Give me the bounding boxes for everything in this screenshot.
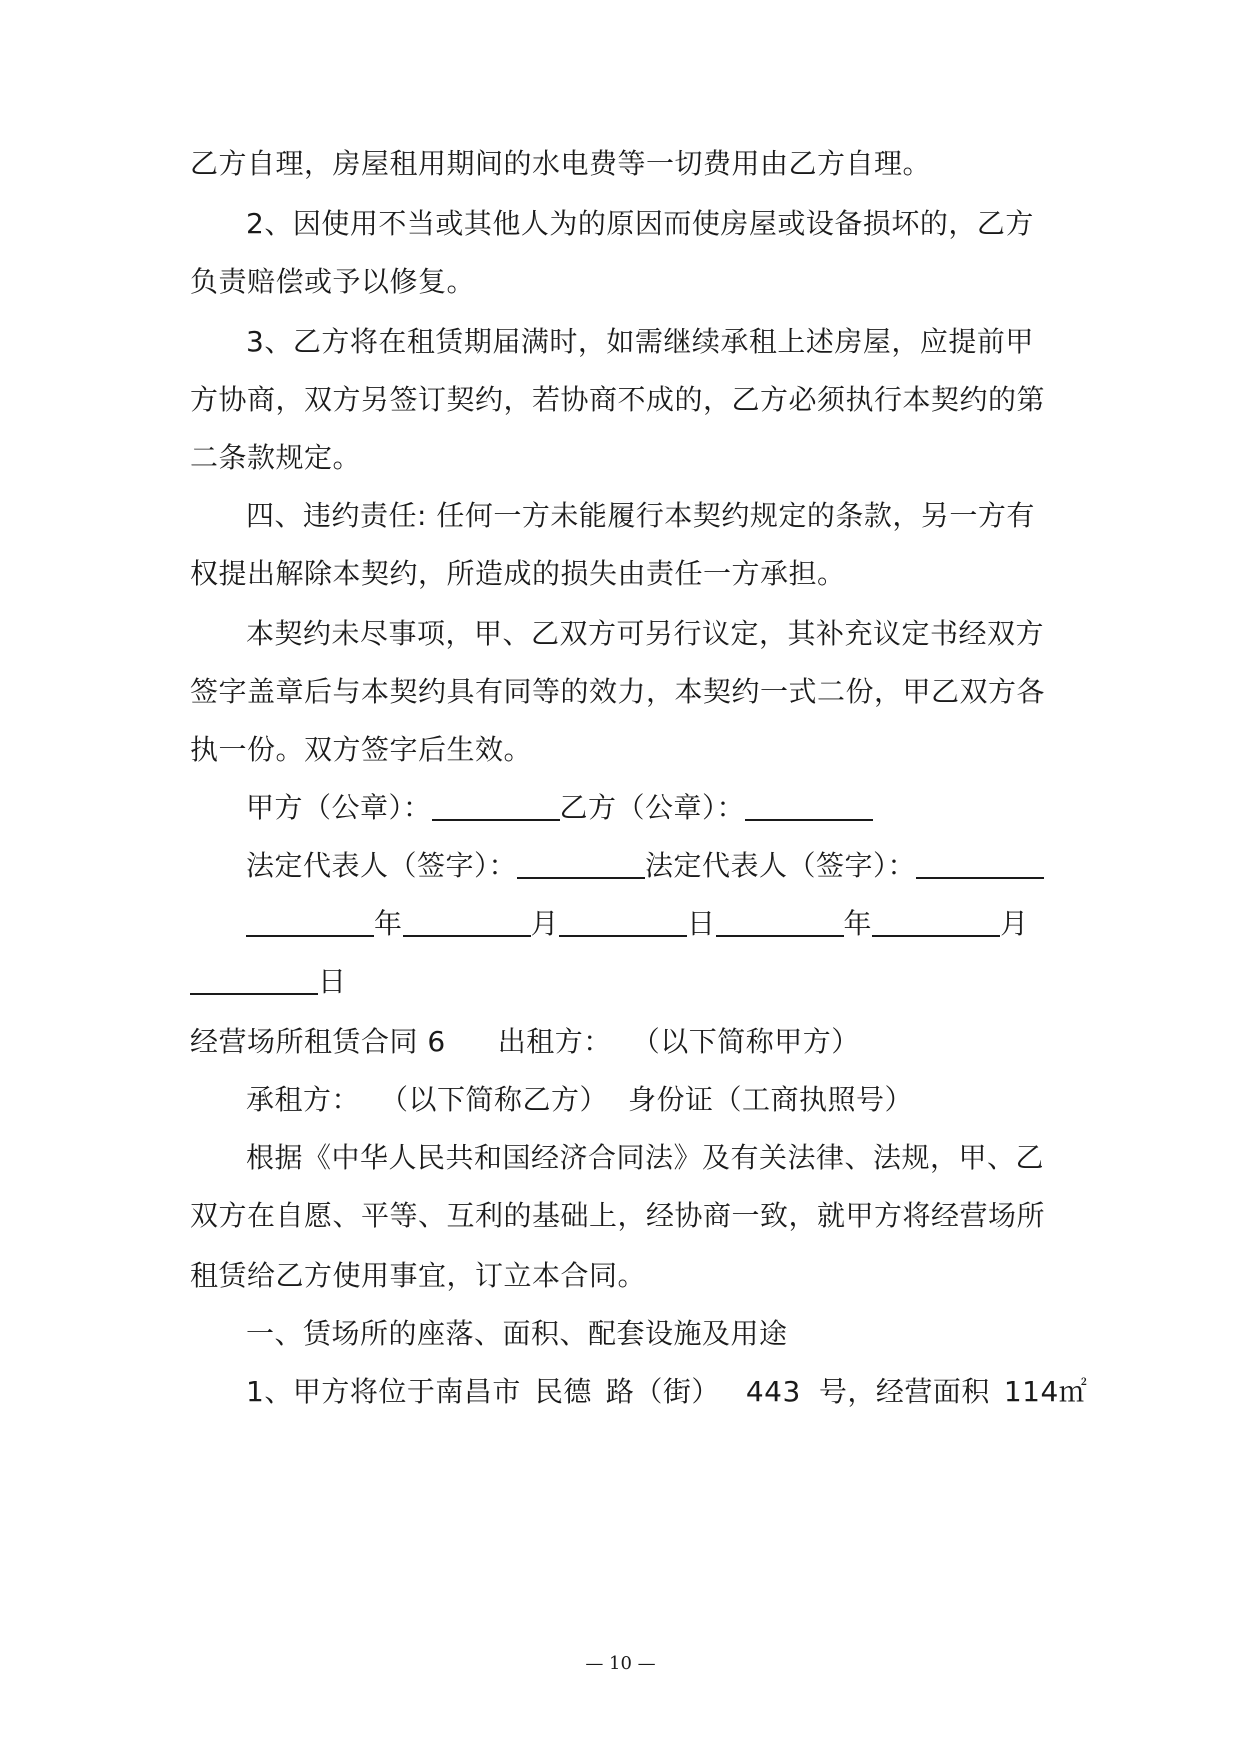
text-line: 二条款规定。 xyxy=(190,441,362,474)
seal-line xyxy=(246,788,873,828)
text-line: 权提出解除本契约，所造成的损失由责任一方承担。 xyxy=(190,557,846,590)
text-line: 负责赔偿或予以修复。 xyxy=(190,265,476,298)
month-b-label: 月 xyxy=(1000,907,1029,940)
lessor-note: （以下简称甲方） xyxy=(631,1025,860,1058)
item1-road: 民德 xyxy=(534,1375,592,1408)
day-b-blank xyxy=(190,965,318,995)
lessee-line xyxy=(246,1080,913,1120)
party-a-seal-label: 甲方（公章）： xyxy=(246,791,432,824)
text-line: 3、乙方将在租赁期届满时，如需继续承租上述房屋，应提前甲 xyxy=(246,325,1034,358)
text-line: 乙方自理，房屋租用期间的水电费等一切费用由乙方自理。 xyxy=(190,147,932,180)
section-heading: 一、赁场所的座落、面积、配套设施及用途 xyxy=(246,1317,788,1350)
item1-area: 114㎡ xyxy=(1003,1375,1088,1408)
text-line: 方协商，双方另签订契约，若协商不成的，乙方必须执行本契约的第 xyxy=(190,383,1046,416)
page-number: — 10 — xyxy=(585,1653,656,1674)
date-line xyxy=(246,904,1029,944)
representative-line xyxy=(246,846,1044,886)
year-a-label: 年 xyxy=(374,907,403,940)
text-line: 执一份。双方签字后生效。 xyxy=(190,733,533,766)
day-a-blank xyxy=(559,907,687,937)
contract-heading-line xyxy=(190,1022,860,1062)
text-line: 租赁给乙方使用事宜，订立本合同。 xyxy=(190,1259,647,1292)
text-line: 签字盖章后与本契约具有同等的效力，本契约一式二份，甲乙双方各 xyxy=(190,675,1046,708)
year-b-blank xyxy=(716,907,844,937)
party-b-seal-blank xyxy=(745,791,873,821)
item1-number: 443 xyxy=(745,1375,801,1408)
rep-a-blank xyxy=(517,849,645,879)
item1-hao: 号，经营面积 xyxy=(818,1375,990,1408)
item-line xyxy=(246,1372,1087,1412)
text-line: 双方在自愿、平等、互利的基础上，经协商一致，就甲方将经营场所 xyxy=(190,1199,1046,1232)
party-b-seal-label: 乙方（公章）： xyxy=(559,791,746,824)
item1-prefix: 1、甲方将位于南昌市 xyxy=(246,1375,521,1408)
rep-b-blank xyxy=(916,849,1044,879)
lessor-label: 出租方： xyxy=(497,1025,612,1058)
day-b-label: 日 xyxy=(318,965,347,998)
text-line: 四、违约责任: 任何一方未能履行本契约规定的条款，另一方有 xyxy=(246,499,1035,532)
rep-b-label: 法定代表人（签字）： xyxy=(645,849,917,882)
year-b-label: 年 xyxy=(843,907,873,940)
lessee-note: （以下简称乙方） xyxy=(380,1083,609,1116)
text-line: 2、因使用不当或其他人为的原因而使房屋或设备损坏的，乙方 xyxy=(246,207,1034,240)
day-a-label: 日 xyxy=(687,907,716,940)
contract-heading: 经营场所租赁合同 6 xyxy=(190,1025,446,1058)
month-b-blank xyxy=(872,907,1000,937)
party-a-seal-blank xyxy=(432,791,560,821)
text-line: 本契约未尽事项，甲、乙双方可另行议定，其补充议定书经双方 xyxy=(246,617,1045,650)
lessee-label: 承租方： xyxy=(246,1083,361,1116)
item1-street: 路（街） xyxy=(605,1375,720,1408)
text-line: 根据《中华人民共和国经济合同法》及有关法律、法规，甲、乙 xyxy=(246,1141,1045,1174)
id-note: 身份证（工商执照号） xyxy=(628,1083,914,1116)
month-a-label: 月 xyxy=(530,907,560,940)
rep-a-label: 法定代表人（签字）： xyxy=(246,849,518,882)
year-a-blank xyxy=(246,907,374,937)
month-a-blank xyxy=(403,907,531,937)
date-line-continued xyxy=(190,962,347,1002)
